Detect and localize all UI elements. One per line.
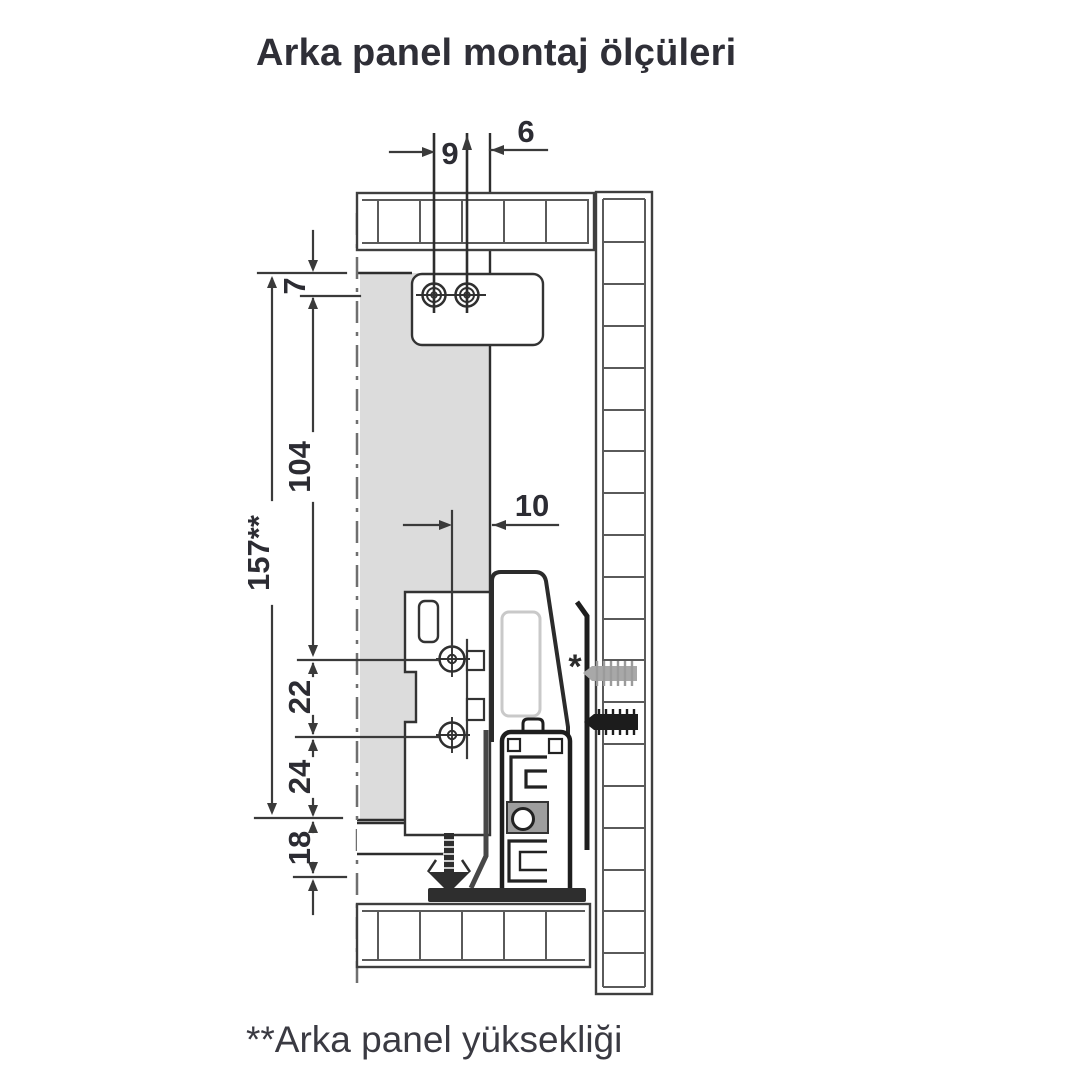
dimension-top-group — [390, 114, 547, 171]
top-panel-outline — [357, 193, 594, 250]
dim104-up-arrowhead — [308, 297, 318, 309]
screw-body — [592, 666, 637, 681]
drawer-back-profile — [492, 572, 568, 742]
dim9-up-arrowhead — [462, 135, 472, 150]
dim18-label: 18 — [282, 830, 317, 866]
runner-roller — [513, 809, 534, 830]
dim22-down-arrowhead — [308, 723, 318, 735]
back-profile-slot — [502, 612, 540, 716]
dim104-label: 104 — [282, 441, 317, 493]
dim6-arrowhead — [491, 145, 504, 155]
dim18-bottom-up-arrowhead — [308, 879, 318, 891]
bottom-panel-outline — [357, 904, 590, 967]
dim6-label: 6 — [517, 114, 535, 149]
cabinet-bottom-panel — [357, 904, 590, 967]
dim24-label: 24 — [282, 759, 317, 795]
dim7-label: 7 — [277, 277, 312, 295]
bracket-plate-slot-hole — [419, 601, 438, 642]
runner-detail-right — [549, 739, 562, 753]
footnote: **Arka panel yüksekliği — [246, 1019, 623, 1060]
dim157-label: 157** — [241, 515, 276, 591]
screw-shaft — [444, 833, 454, 873]
runner-detail-left — [508, 739, 520, 751]
dim104-down-arrowhead — [308, 645, 318, 657]
asterisk-marker: * — [568, 648, 582, 686]
side-panel-outline — [596, 192, 652, 994]
dim9-label: 9 — [441, 136, 459, 171]
cabinet-top-panel — [357, 193, 594, 250]
page-title: Arka panel montaj ölçüleri — [256, 32, 737, 74]
dim157-down-arrowhead — [267, 803, 277, 815]
cabinet-side-panel — [596, 192, 652, 994]
dim157-up-arrowhead — [267, 276, 277, 288]
bracket-tab-lower — [467, 699, 484, 720]
screw-body — [594, 714, 638, 730]
dim10-label: 10 — [514, 488, 550, 523]
dim24-down-arrowhead — [308, 805, 318, 817]
rear-bracket-plate — [405, 592, 490, 835]
dim24-up-arrowhead — [308, 739, 318, 751]
dim7-down-arrowhead — [308, 260, 318, 272]
dim22-up-arrowhead — [308, 662, 318, 674]
cabinet-rail-bar — [577, 602, 587, 850]
dim22-label: 22 — [282, 679, 317, 715]
dim10-left-arrowhead — [493, 520, 506, 530]
bracket-tab-upper — [467, 651, 484, 670]
